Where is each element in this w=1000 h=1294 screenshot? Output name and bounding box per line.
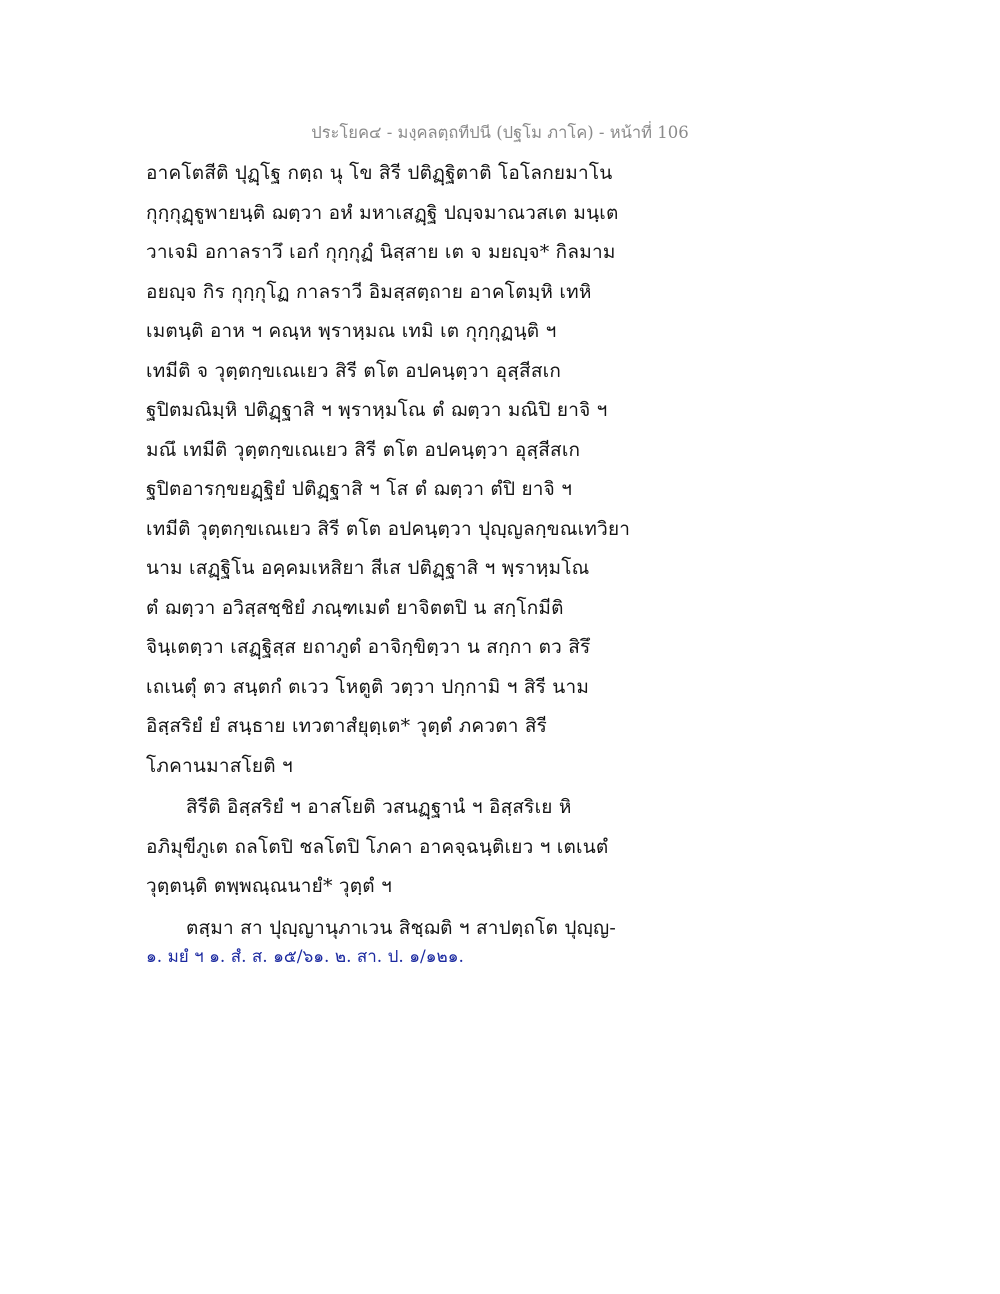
text-line: โภคานมาสโยติ ฯ (146, 754, 293, 777)
text-line: นาม เสฏฺฐิโน อคฺคมเหสิยา สีเส ปติฏฺฐาสิ ฯ พฺราหฺมโณ (146, 557, 590, 579)
text-line: อยญฺจ กิร กุกฺกุโฏ กาลราวี อิมสฺสตฺถาย อาคโตมฺหิ เทหิ (146, 280, 592, 303)
text-line: เมตนฺติ อาห ฯ คณฺห พฺราหฺมณ เทมิ เต กุกฺกุฏนฺติ ฯ (146, 320, 557, 342)
text-line: อภิมุขีภูเต ถลโตปิ ชลโตปิ โภคา อาคจฺฉนฺติเยว ฯ เตเนตํ (146, 835, 609, 858)
text-line: ตํ ฌตฺวา อวิสฺสชฺชิยํ ภณฺฑเมตํ ยาจิตตปิ น สกฺโกมีติ (146, 596, 564, 619)
text-line: ฐปิตมณิมฺหิ ปติฏฺฐาสิ ฯ พฺราหฺมโณ ตํ ฌตฺวา มณิปิ ยาจิ ฯ (146, 399, 608, 421)
text-line: ตสฺมา สา ปุญฺญานุภาเวน สิชฺฌติ ฯ สาปตฺถโต ปุญฺญ- (186, 916, 616, 939)
text-line: อาคโตสีติ ปุฏฺโฐ กตฺถ นุ โข สิรี ปติฏฺฐิตาติ โอโลกยมาโน (146, 162, 613, 184)
text-line: เทมีติ วุตฺตกฺขเณเยว สิรี ตโต อปคนฺตฺวา ปุญฺญลกฺขณเทวิยา (146, 517, 631, 540)
body-text (146, 154, 666, 972)
page-header-text: ประโยค๔ - มงฺคลตฺถทีปนี (ปฐโม ภาโค) - หน้าที่ 106 (311, 123, 689, 142)
text-line: วาเจมิ อกาลราวึ เอกํ กุกฺกุฏํ นิสฺสาย เต จ มยญฺจ* กิลมาม (146, 241, 616, 263)
text-line: เทมีติ จ วุตฺตกฺขเณเยว สิรี ตโต อปคนฺตฺวา อุสฺสีสเก (146, 359, 562, 382)
text-line: วุตฺตนฺติ ตพฺพณฺณนายํ* วุตฺตํ ฯ (146, 875, 392, 897)
text-line: จินฺเตตฺวา เสฏฺฐิสฺส ยถาภูตํ อาจิกฺขิตฺวา น สกฺกา ตว สิรึ (146, 636, 591, 658)
text-line: มณึ เทมีติ วุตฺตกฺขเณเยว สิรี ตโต อปคนฺตฺวา อุสฺสีสเก (146, 438, 581, 461)
text-line: เถเนตุํ ตว สนฺตกํ ตเวว โหตูติ วตฺวา ปกฺกามิ ฯ สิรี นาม (146, 675, 590, 698)
text-line: อิสฺสริยํ ยํ สนฺธาย เทวตาสํยุตฺเต* วุตฺตํ ภควตา สิรี (146, 715, 548, 737)
text-line: ฐปิตอารกฺขยฏฺฐิยํ ปติฏฺฐาสิ ฯ โส ตํ ฌตฺวา ตํปิ ยาจิ ฯ (146, 478, 573, 500)
page-header (0, 120, 1000, 146)
text-line: สิรีติ อิสฺสริยํ ฯ อาสโยติ วสนฏฺฐานํ ฯ อิสฺสริเย หิ (186, 796, 572, 818)
text-line: กุกฺกุฏฺฐูพายนฺติ ฌตฺวา อหํ มหาเสฏฺฐิ ปญฺจมาณวสเต มนฺเต (146, 201, 619, 224)
footnote: ๑. มยํ ฯ ๑. สํ. ส. ๑๕/๖๑. ๒. สา. ป. ๑/๑๒๑. (146, 947, 464, 967)
